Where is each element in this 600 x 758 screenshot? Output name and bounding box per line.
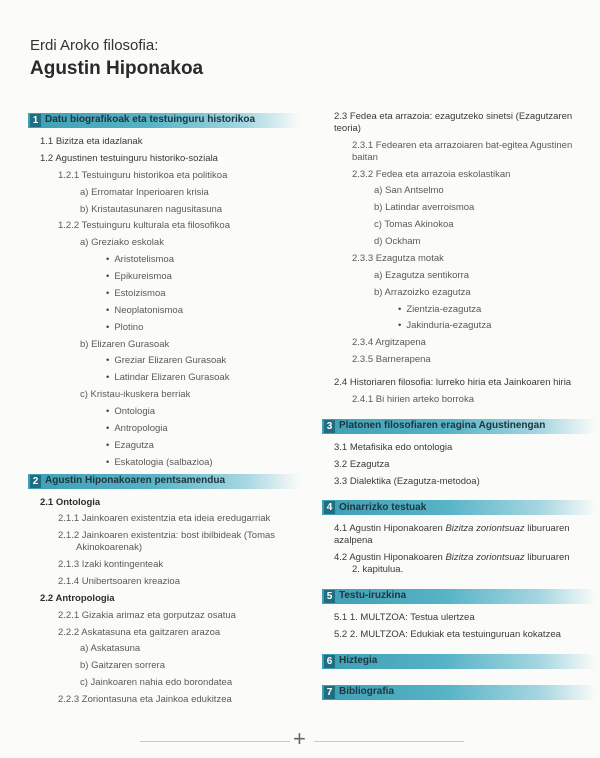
section-number: 6: [324, 655, 335, 668]
footer-rule: [140, 741, 290, 742]
book-title: Bizitza zoriontsuaz: [445, 552, 525, 564]
toc-entry: 2.1.1 Jainkoaren existentzia eta ideia eredugarriak: [58, 513, 271, 525]
toc-entry: a) Ezagutza sentikorra: [374, 269, 470, 281]
toc-bullet-item: • Ezagutza: [28, 440, 300, 452]
toc-entry: b) Latindar averroismoa: [374, 202, 475, 214]
toc-bullet-item: • Epikureismoa: [28, 271, 300, 283]
toc-entry: d) Ockham: [374, 236, 421, 247]
toc-entry: 1.2.2 Testuinguru kulturala eta filosofikoa: [58, 220, 230, 232]
toc-entry: c) Jainkoaren nahia edo borondatea: [80, 677, 233, 689]
toc-bullet-item: • Greziar Elizaren Gurasoak: [28, 355, 300, 367]
toc-entry: 2.3.2 Fedea eta arrazoia eskolastikan: [352, 168, 511, 180]
toc-entry: a) Erromatar Inperioaren krisia: [80, 186, 209, 198]
toc-entry: 1.1 Bizitza eta idazlanak: [40, 136, 143, 147]
section-title: Bibliografia: [339, 685, 395, 697]
section-banner-3: [322, 419, 596, 434]
toc-bullet-item: • Estoizismoa: [28, 288, 300, 300]
section-title: Testu-iruzkina: [339, 590, 407, 602]
toc-entry: 2.2.2 Askatasuna eta gaitzaren arazoa: [58, 626, 221, 638]
section-banner-1: [28, 113, 300, 128]
toc-bullet-item: • Zientzia-ezagutza: [322, 304, 596, 316]
toc-entry-text: 4.2 Agustin Hiponakoaren: [334, 552, 446, 564]
toc-entry: c) Kristau-ikuskera berriak: [80, 389, 191, 401]
toc-entry-text: liburuaren: [524, 552, 570, 564]
toc-entry: 3.3 Dialektika (Ezagutza-metodoa): [334, 475, 480, 487]
section-title: Datu biografikoak eta testuinguru historikoa: [45, 114, 256, 126]
toc-entry-line: 2.1.2 Jainkoaren existentzia: bost ibilbideak (Tomas: [58, 530, 276, 542]
toc-entry: 2.3.4 Argitzapena: [352, 337, 426, 349]
toc-right-column: [322, 111, 596, 708]
toc-entry: 3.2 Ezagutza: [334, 458, 390, 470]
toc-bullet-item: • Antropologia: [28, 423, 300, 435]
section-title: Hiztegia: [339, 654, 378, 666]
toc-entry: b) Gaitzaren sorrera: [80, 660, 166, 672]
toc-entry: b) Elizaren Gurasoak: [80, 338, 170, 350]
toc-bullet-item: • Eskatologia (salbazioa): [28, 457, 300, 469]
section-title: Oinarrizko testuak: [339, 501, 427, 513]
toc-bullet-item: • Aristotelismoa: [28, 254, 300, 266]
toc-entry: 2.3 Fedea eta arrazoia: ezagutzeko sinetsi (Ezagutzaren teoria): [334, 111, 573, 134]
toc-entry: 1.2 Agustinen testuinguru historiko-soziala: [40, 152, 218, 164]
toc-entry-line: Akinokoarenak): [76, 542, 143, 554]
section-number: 1: [30, 114, 41, 127]
toc-entry: [28, 530, 300, 554]
section-number: 5: [324, 590, 335, 603]
section-number: 7: [324, 686, 335, 699]
toc-entry-text: 4.1 Agustin Hiponakoaren: [334, 523, 446, 535]
toc-entry: 5.2 2. MULTZOA: Edukiak eta testuinguruan kokatzea: [334, 628, 561, 640]
toc-entry-text: liburuaren azalpena: [334, 523, 570, 547]
toc-entry: 2.1.4 Unibertsoaren kreazioa: [58, 575, 180, 587]
toc-entry: 1.2.1 Testuinguru historikoa eta politikoa: [58, 169, 228, 181]
section-banner-4: [322, 500, 596, 515]
section-number: 4: [324, 501, 335, 514]
toc-bullet-item: • Ontologia: [28, 406, 300, 418]
section-banner-2: [28, 474, 300, 489]
doc-subtitle: Erdi Aroko filosofia:: [30, 37, 159, 54]
toc-entry: 2.4 Historiaren filosofia: lurreko hiria eta Jainkoaren hiria: [334, 377, 572, 388]
section-banner-5: [322, 589, 596, 604]
toc-entry: a) Greziako eskolak: [80, 237, 164, 249]
toc-entry: 2.2 Antropologia: [40, 592, 115, 604]
section-number: 2: [30, 475, 41, 488]
crop-mark: +: [293, 726, 306, 751]
toc-entry: 2.3.1 Fedearen eta arrazoiaren bat-egitea Agustinen baitan: [352, 139, 573, 163]
toc-entry: 2.4.1 Bi hirien arteko borroka: [352, 393, 474, 405]
toc-entry: [322, 552, 596, 576]
toc-entry: c) Tomas Akinokoa: [374, 219, 454, 231]
toc-entry: 2.1 Ontologia: [40, 496, 101, 508]
toc-bullet-item: • Latindar Elizaren Gurasoak: [28, 372, 300, 384]
toc-entry: [322, 523, 596, 547]
toc-bullet-item: • Neoplatonismoa: [28, 305, 300, 317]
toc-left-column: [28, 111, 300, 711]
toc-entry: 2.3.5 Barnerapena: [352, 354, 431, 366]
toc-entry: b) Arrazoizko ezagutza: [374, 286, 471, 298]
toc-entry: a) Askatasuna: [80, 643, 141, 655]
book-title: Bizitza zoriontsuaz: [445, 523, 525, 535]
toc-entry: 2.2.1 Gizakia arimaz eta gorputzaz osatua: [58, 609, 236, 621]
toc-bullet-item: • Jakinduria-ezagutza: [322, 320, 596, 332]
doc-title: Agustin Hiponakoa: [30, 58, 204, 79]
section-banner-6: [322, 654, 596, 669]
toc-entry-line: 2. kapitulua.: [352, 564, 404, 575]
section-title: Agustin Hiponakoaren pentsamendua: [45, 474, 226, 486]
toc-bullet-item: • Plotino: [28, 322, 300, 334]
toc-entry: a) San Antselmo: [374, 185, 444, 197]
toc-entry: 2.3.3 Ezagutza motak: [352, 252, 444, 264]
section-title: Platonen filosofiaren eragina Agustinengan: [339, 420, 546, 431]
toc-entry: 5.1 1. MULTZOA: Testua ulertzea: [334, 611, 475, 623]
toc-entry: 2.1.3 Izaki kontingenteak: [58, 559, 164, 570]
toc-entry: b) Kristautasunaren nagusitasuna: [80, 203, 223, 215]
footer-rule: [314, 741, 464, 742]
section-banner-7: [322, 685, 596, 700]
section-number: 3: [324, 420, 335, 433]
toc-entry: 2.2.3 Zoriontasuna eta Jainkoa edukitzea: [58, 694, 232, 705]
toc-entry: 3.1 Metafisika edo ontologia: [334, 441, 453, 453]
